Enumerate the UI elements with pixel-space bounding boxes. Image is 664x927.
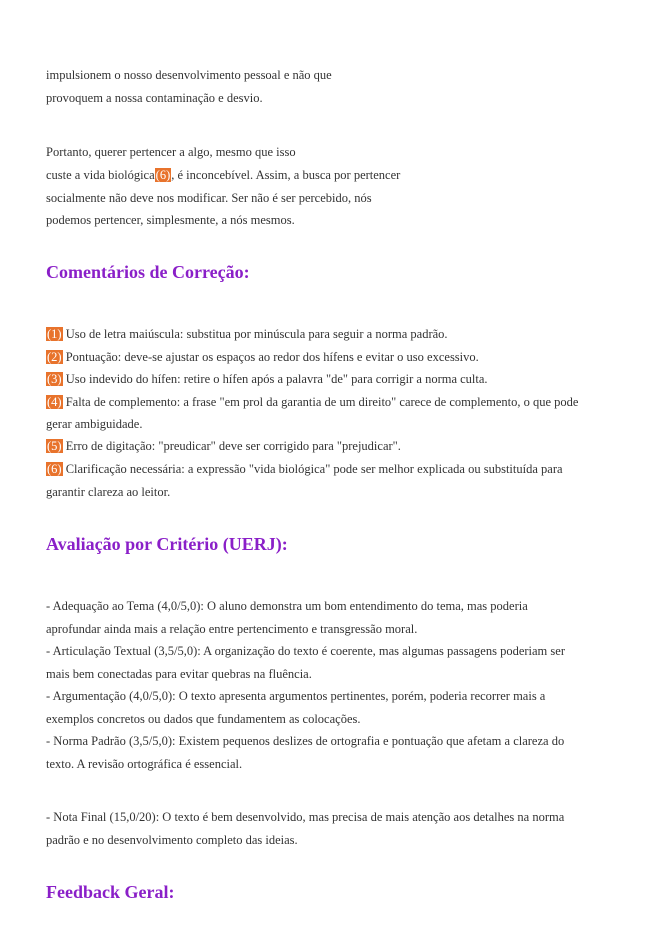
essay-text: , é inconcebível. Assim, a busca por pertencer [171,168,401,182]
comment-text: Clarificação necessária: a expressão "vida biológica" pode ser melhor explicada ou substituída para [62,462,563,476]
essay-line: socialmente não deve nos modificar. Ser não é ser percebido, nós [46,191,372,205]
evaluation-line: texto. A revisão ortográfica é essencial. [46,757,243,771]
correction-marker: (5) [47,439,62,453]
evaluation-line: aprofundar ainda mais a relação entre pertencimento e transgressão moral. [46,622,418,636]
correction-marker: (1) [47,327,62,341]
feedback-heading: Feedback Geral: [46,882,175,902]
evaluation-line: - Articulação Textual (3,5/5,0): A organização do texto é coerente, mas algumas passagens poderiam ser [46,644,565,658]
comment-continuation: garantir clareza ao leitor. [46,485,171,499]
evaluation-line: - Norma Padrão (3,5/5,0): Existem pequenos deslizes de ortografia e pontuação que afetam a clareza do [46,734,565,748]
essay-line: provoquem a nossa contaminação e desvio. [46,91,263,105]
comment-item [46,394,578,410]
comment-item [46,438,401,454]
comment-text: Uso de letra maiúscula: substitua por minúscula para seguir a norma padrão. [62,327,448,341]
essay-line: podemos pertencer, simplesmente, a nós mesmos. [46,213,295,227]
comment-text: Pontuação: deve-se ajustar os espaços ao redor dos hífens e evitar o uso excessivo. [62,350,479,364]
correction-marker: (2) [47,350,62,364]
evaluation-line: - Adequação ao Tema (4,0/5,0): O aluno demonstra um bom entendimento do tema, mas poderia [46,599,528,613]
comment-item [46,326,448,342]
final-grade-line: - Nota Final (15,0/20): O texto é bem desenvolvido, mas precisa de mais atenção aos detalhes na norma [46,810,565,824]
comment-item [46,349,479,365]
comment-text: Erro de digitação: "preudicar" deve ser corrigido para "prejudicar". [62,439,401,453]
comment-text: Falta de complemento: a frase "em prol da garantia de um direito" carece de complemento, o que pode [62,395,579,409]
correction-marker: (4) [47,395,62,409]
correction-marker: (6) [47,462,62,476]
comment-item [46,461,563,477]
correction-marker: (6) [155,168,171,182]
comments-heading: Comentários de Correção: [46,262,250,282]
comment-continuation: gerar ambiguidade. [46,417,143,431]
evaluation-line: exemplos concretos ou dados que fundamentem as colocações. [46,712,361,726]
essay-line: impulsionem o nosso desenvolvimento pessoal e não que [46,68,332,82]
essay-text: custe a vida biológica [46,168,155,182]
evaluation-line: mais bem conectadas para evitar quebras na fluência. [46,667,312,681]
evaluation-heading: Avaliação por Critério (UERJ): [46,534,288,554]
essay-line: Portanto, querer pertencer a algo, mesmo que isso [46,145,296,159]
comment-item [46,371,488,387]
evaluation-line: - Argumentação (4,0/5,0): O texto apresenta argumentos pertinentes, porém, poderia recorrer mais a [46,689,546,703]
essay-line [46,167,400,183]
comment-text: Uso indevido do hífen: retire o hífen após a palavra "de" para corrigir a norma culta. [62,372,488,386]
correction-marker: (3) [47,372,62,386]
final-grade-line: padrão e no desenvolvimento completo das ideias. [46,833,298,847]
